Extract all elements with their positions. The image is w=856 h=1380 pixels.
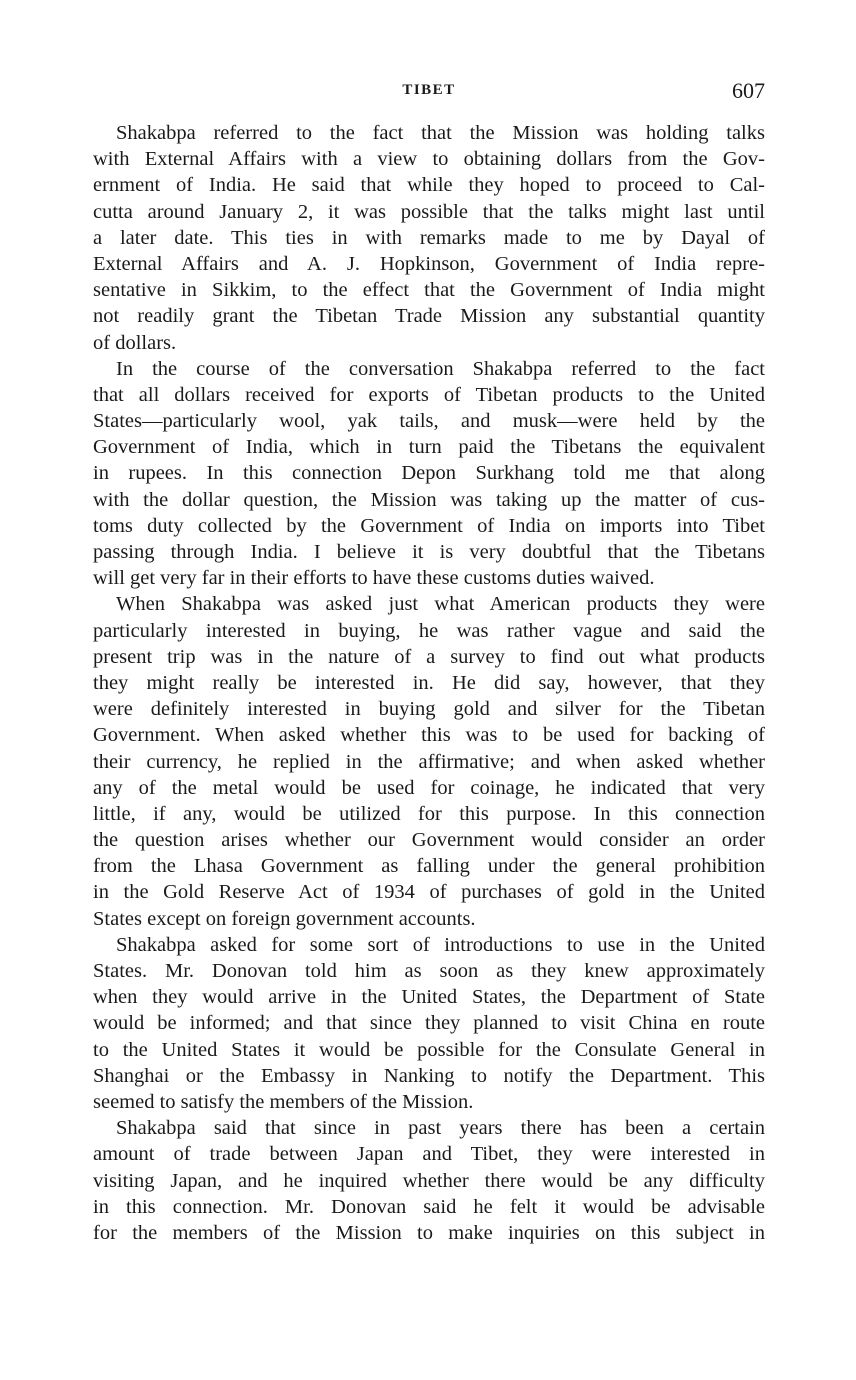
text-line: cutta around January 2, it was possible that the talks might last until [93, 200, 765, 223]
paragraph [93, 120, 765, 356]
text-line: Shakabpa said that since in past years there has been a certain [116, 1117, 765, 1140]
page-header [93, 78, 765, 104]
paragraph [93, 1115, 765, 1246]
text-line: Shakabpa asked for some sort of introductions to use in the United [116, 933, 765, 956]
text-line: ernment of India. He said that while they hoped to proceed to Cal- [93, 174, 765, 197]
running-title: TIBET [402, 82, 456, 98]
text-line: External Affairs and A. J. Hopkinson, Government of India repre- [93, 252, 765, 275]
text-line: passing through India. I believe it is very doubtful that the Tibetans [93, 541, 765, 563]
paragraph [93, 932, 765, 1115]
text-line: in the Gold Reserve Act of 1934 of purchases of gold in the United [93, 881, 765, 904]
text-line: the question arises whether our Government would consider an order [93, 829, 765, 852]
text-line: were definitely interested in buying gold and silver for the Tibetan [93, 698, 765, 721]
text-line: they might really be interested in. He did say, however, that they [93, 671, 765, 694]
text-line: of dollars. [93, 331, 177, 354]
text-line: when they would arrive in the United States, the Department of State [93, 986, 765, 1009]
text-line: a later date. This ties in with remarks made to me by Dayal of [93, 226, 765, 249]
text-line: to the United States it would be possible for the Consulate General in [93, 1038, 765, 1061]
text-line: Shakabpa referred to the fact that the Mission was holding talks [116, 122, 765, 144]
text-line: present trip was in the nature of a survey to find out what products [93, 645, 765, 668]
text-line: In the course of the conversation Shakabpa referred to the fact [116, 357, 765, 380]
text-line: that all dollars received for exports of Tibetan products to the United [93, 383, 765, 406]
text-line: When Shakabpa was asked just what American products they were [116, 593, 765, 616]
text-line: with the dollar question, the Mission was taking up the matter of cus- [93, 488, 765, 511]
text-line: States. Mr. Donovan told him as soon as they knew approximately [93, 960, 765, 982]
document-page [93, 0, 765, 1380]
text-line: their currency, he replied in the affirmative; and when asked whether [93, 750, 765, 773]
text-line: States—particularly wool, yak tails, and musk—were held by the [93, 410, 765, 433]
text-line: Government. When asked whether this was to be used for backing of [93, 724, 765, 747]
text-line: from the Lhasa Government as falling under the general prohibition [93, 855, 765, 878]
page-number: 607 [732, 78, 765, 103]
body-text [93, 120, 765, 1246]
text-line: in rupees. In this connection Depon Surkhang told me that along [93, 462, 765, 485]
text-line: little, if any, would be utilized for this purpose. In this connection [93, 802, 765, 825]
text-line: sentative in Sikkim, to the effect that the Government of India might [93, 279, 765, 302]
text-line: toms duty collected by the Government of India on imports into Tibet [93, 514, 765, 537]
text-line: visiting Japan, and he inquired whether there would be any difficulty [93, 1169, 765, 1192]
text-line: will get very far in their efforts to have these customs duties waived. [93, 567, 655, 590]
text-line: Government of India, which in turn paid the Tibetans the equivalent [93, 436, 765, 459]
text-line: in this connection. Mr. Donovan said he felt it would be advisable [93, 1195, 765, 1218]
text-line: with External Affairs with a view to obtaining dollars from the Gov- [93, 148, 765, 171]
text-line: Shanghai or the Embassy in Nanking to notify the Department. This [93, 1064, 765, 1087]
paragraph [93, 356, 765, 592]
text-line: would be informed; and that since they planned to visit China en route [93, 1012, 765, 1035]
text-line: seemed to satisfy the members of the Mission. [93, 1090, 474, 1113]
text-line: for the members of the Mission to make inquiries on this subject in [93, 1221, 765, 1244]
text-line: particularly interested in buying, he was rather vague and said the [93, 619, 765, 642]
paragraph [93, 591, 765, 931]
text-line: amount of trade between Japan and Tibet, they were interested in [93, 1143, 765, 1166]
text-line: not readily grant the Tibetan Trade Mission any substantial quantity [93, 305, 765, 328]
text-line: States except on foreign government accounts. [93, 907, 476, 930]
text-line: any of the metal would be used for coinage, he indicated that very [93, 776, 765, 799]
